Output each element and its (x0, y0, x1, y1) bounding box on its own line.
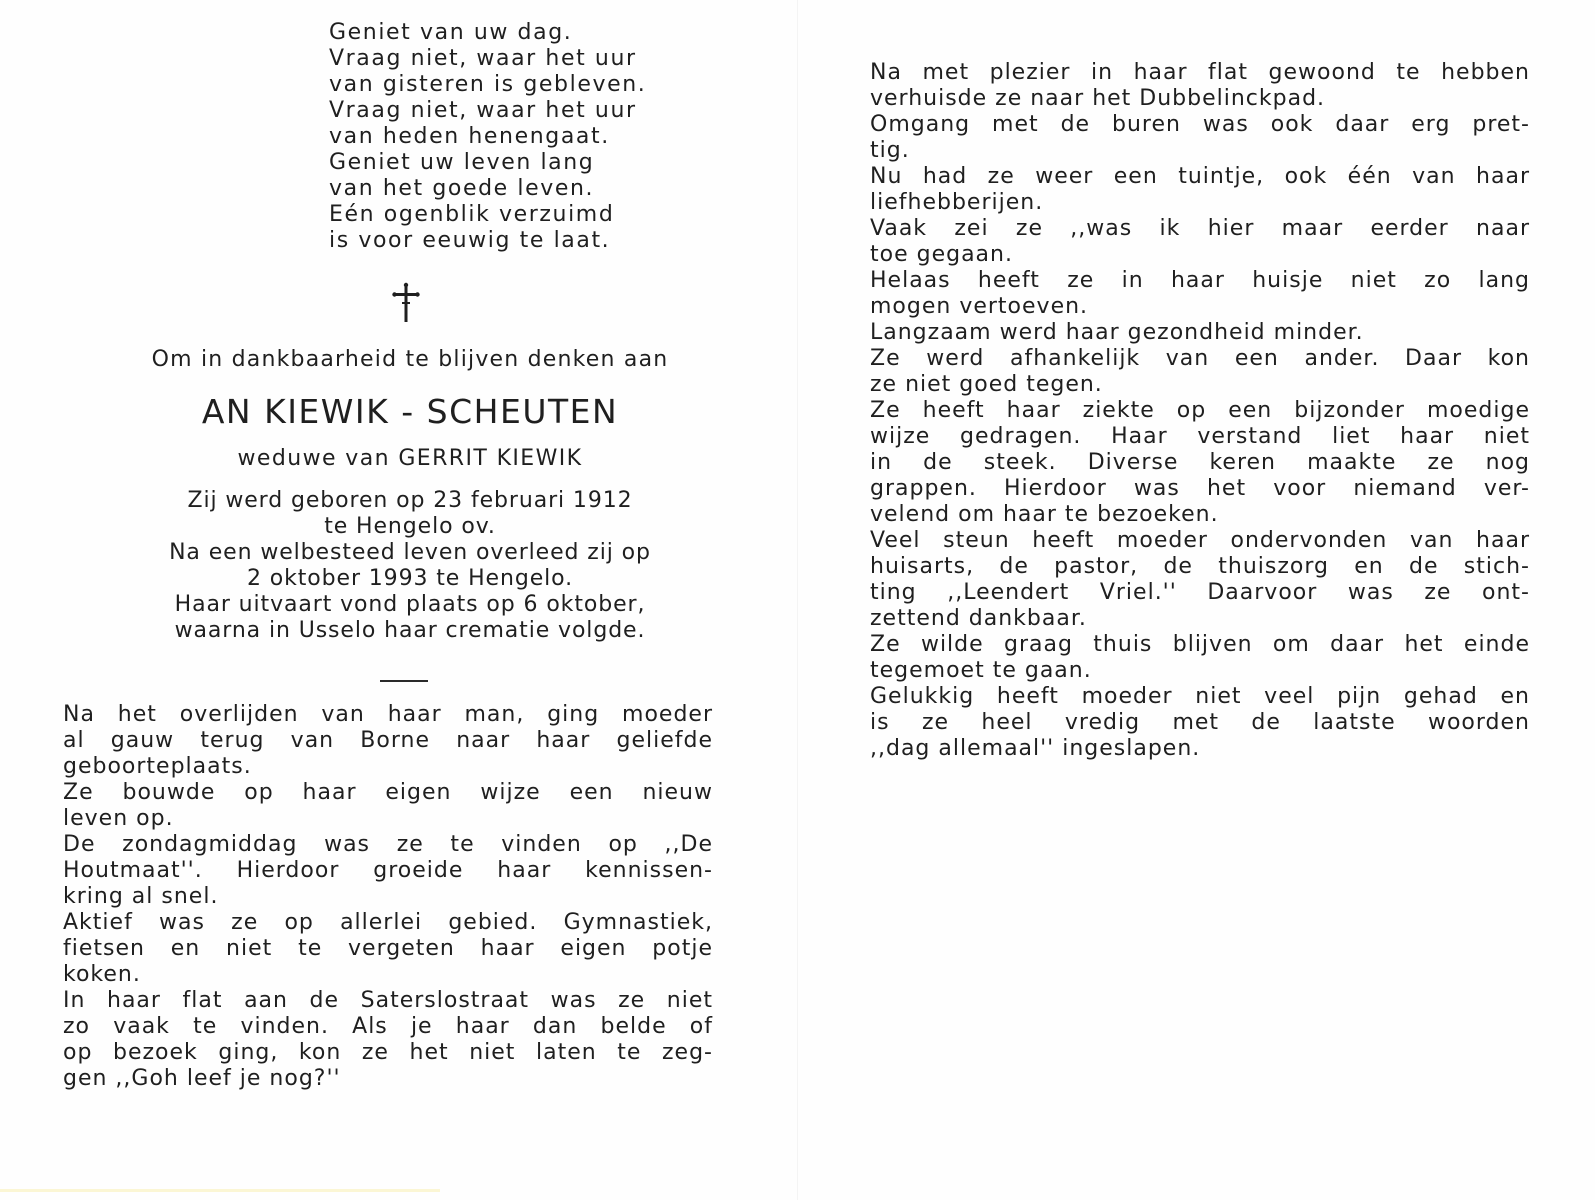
text-line: Aktief was ze op allerlei gebied. Gymnastiek, (63, 910, 713, 935)
biodata-line: te Hengelo ov. (324, 514, 496, 539)
right-text-column (870, 60, 1530, 762)
text-line: Langzaam werd haar gezondheid minder. (870, 320, 1364, 345)
poem-line: Geniet uw leven lang (329, 150, 595, 175)
text-line: zettend dankbaar. (870, 606, 1087, 631)
text-line: velend om haar te bezoeken. (870, 502, 1219, 527)
text-line: leven op. (63, 806, 174, 831)
text-line: ,,dag allemaal'' ingeslapen. (870, 736, 1201, 761)
widow-of-line: weduwe van GERRIT KIEWIK (237, 446, 583, 471)
text-line: is ze heel vredig met de laatste woorden (870, 710, 1530, 735)
poem (329, 20, 689, 254)
biodata-line: Zij werd geboren op 23 februari 1912 (187, 488, 633, 513)
remembrance-line: Om in dankbaarheid te blijven denken aan (151, 347, 669, 372)
poem-line: van gisteren is gebleven. (329, 72, 647, 97)
text-line: zo vaak te vinden. Als je haar dan belde of (63, 1014, 713, 1039)
poem-line: Geniet van uw dag. (329, 20, 573, 45)
text-line: grappen. Hierdoor was het voor niemand ver- (870, 476, 1530, 501)
text-line: al gauw terug van Borne naar haar geliefde (63, 728, 713, 753)
text-line: koken. (63, 962, 141, 987)
text-line: verhuisde ze naar het Dubbelinckpad. (870, 86, 1326, 111)
text-line: Houtmaat''. Hierdoor groeide haar kennissen- (63, 858, 713, 883)
text-line: ting ,,Leendert Vriel.'' Daarvoor was ze ont- (870, 580, 1530, 605)
text-line: Ze bouwde op haar eigen wijze een nieuw (63, 780, 713, 805)
text-line: Ze wilde graag thuis blijven om daar het einde (870, 632, 1530, 657)
text-line: op bezoek ging, kon ze het niet laten te zeg- (63, 1040, 713, 1065)
text-line: mogen vertoeven. (870, 294, 1089, 319)
text-line: Na met plezier in haar flat gewoond te hebben (870, 60, 1530, 85)
text-line: Omgang met de buren was ook daar erg pret- (870, 112, 1530, 137)
text-line: Veel steun heeft moeder ondervonden van haar (870, 528, 1530, 553)
deceased-name: AN KIEWIK - SCHEUTEN (201, 392, 619, 431)
poem-line: van het goede leven. (329, 176, 595, 201)
text-line: ze niet goed tegen. (870, 372, 1103, 397)
text-line: Gelukkig heeft moeder niet veel pijn gehad en (870, 684, 1530, 709)
biodata-line: waarna in Usselo haar crematie volgde. (174, 618, 646, 643)
text-line: Na het overlijden van haar man, ging moeder (63, 702, 713, 727)
separator-dash (380, 680, 428, 682)
text-line: gen ,,Goh leef je nog?'' (63, 1066, 341, 1091)
poem-line: Eén ogenblik verzuimd (329, 202, 615, 227)
left-text-column (63, 702, 713, 1092)
text-line: De zondagmiddag was ze te vinden op ,,De (63, 832, 713, 857)
text-line: in de steek. Diverse keren maakte ze nog (870, 450, 1530, 475)
cross-icon (392, 282, 420, 324)
text-line: fietsen en niet te vergeten haar eigen potje (63, 936, 713, 961)
poem-line: is voor eeuwig te laat. (329, 228, 611, 253)
biodata-line: Haar uitvaart vond plaats op 6 oktober, (174, 592, 646, 617)
text-line: toe gegaan. (870, 242, 1013, 267)
text-line: liefhebberijen. (870, 190, 1044, 215)
text-line: Helaas heeft ze in haar huisje niet zo lang (870, 268, 1530, 293)
text-line: Nu had ze weer een tuintje, ook één van haar (870, 164, 1530, 189)
biodata-line: Na een welbesteed leven overleed zij op (169, 540, 651, 565)
text-line: Vaak zei ze ,,was ik hier maar eerder naar (870, 216, 1530, 241)
text-line: huisarts, de pastor, de thuiszorg en de stich- (870, 554, 1530, 579)
text-line: Ze heeft haar ziekte op een bijzonder moedige (870, 398, 1530, 423)
poem-line: Vraag niet, waar het uur (329, 98, 637, 123)
card-fold (797, 0, 798, 1200)
text-line: In haar flat aan de Saterslostraat was ze niet (63, 988, 713, 1013)
text-line: geboorteplaats. (63, 754, 252, 779)
text-line: kring al snel. (63, 884, 219, 909)
biographical-data (130, 488, 690, 644)
poem-line: van heden henengaat. (329, 124, 610, 149)
text-line: tegemoet te gaan. (870, 658, 1092, 683)
poem-line: Vraag niet, waar het uur (329, 46, 637, 71)
text-line: wijze gedragen. Haar verstand liet haar niet (870, 424, 1530, 449)
card-edge-tint (0, 1189, 440, 1192)
biodata-line: 2 oktober 1993 te Hengelo. (246, 566, 574, 591)
text-line: tig. (870, 138, 910, 163)
text-line: Ze werd afhankelijk van een ander. Daar kon (870, 346, 1530, 371)
